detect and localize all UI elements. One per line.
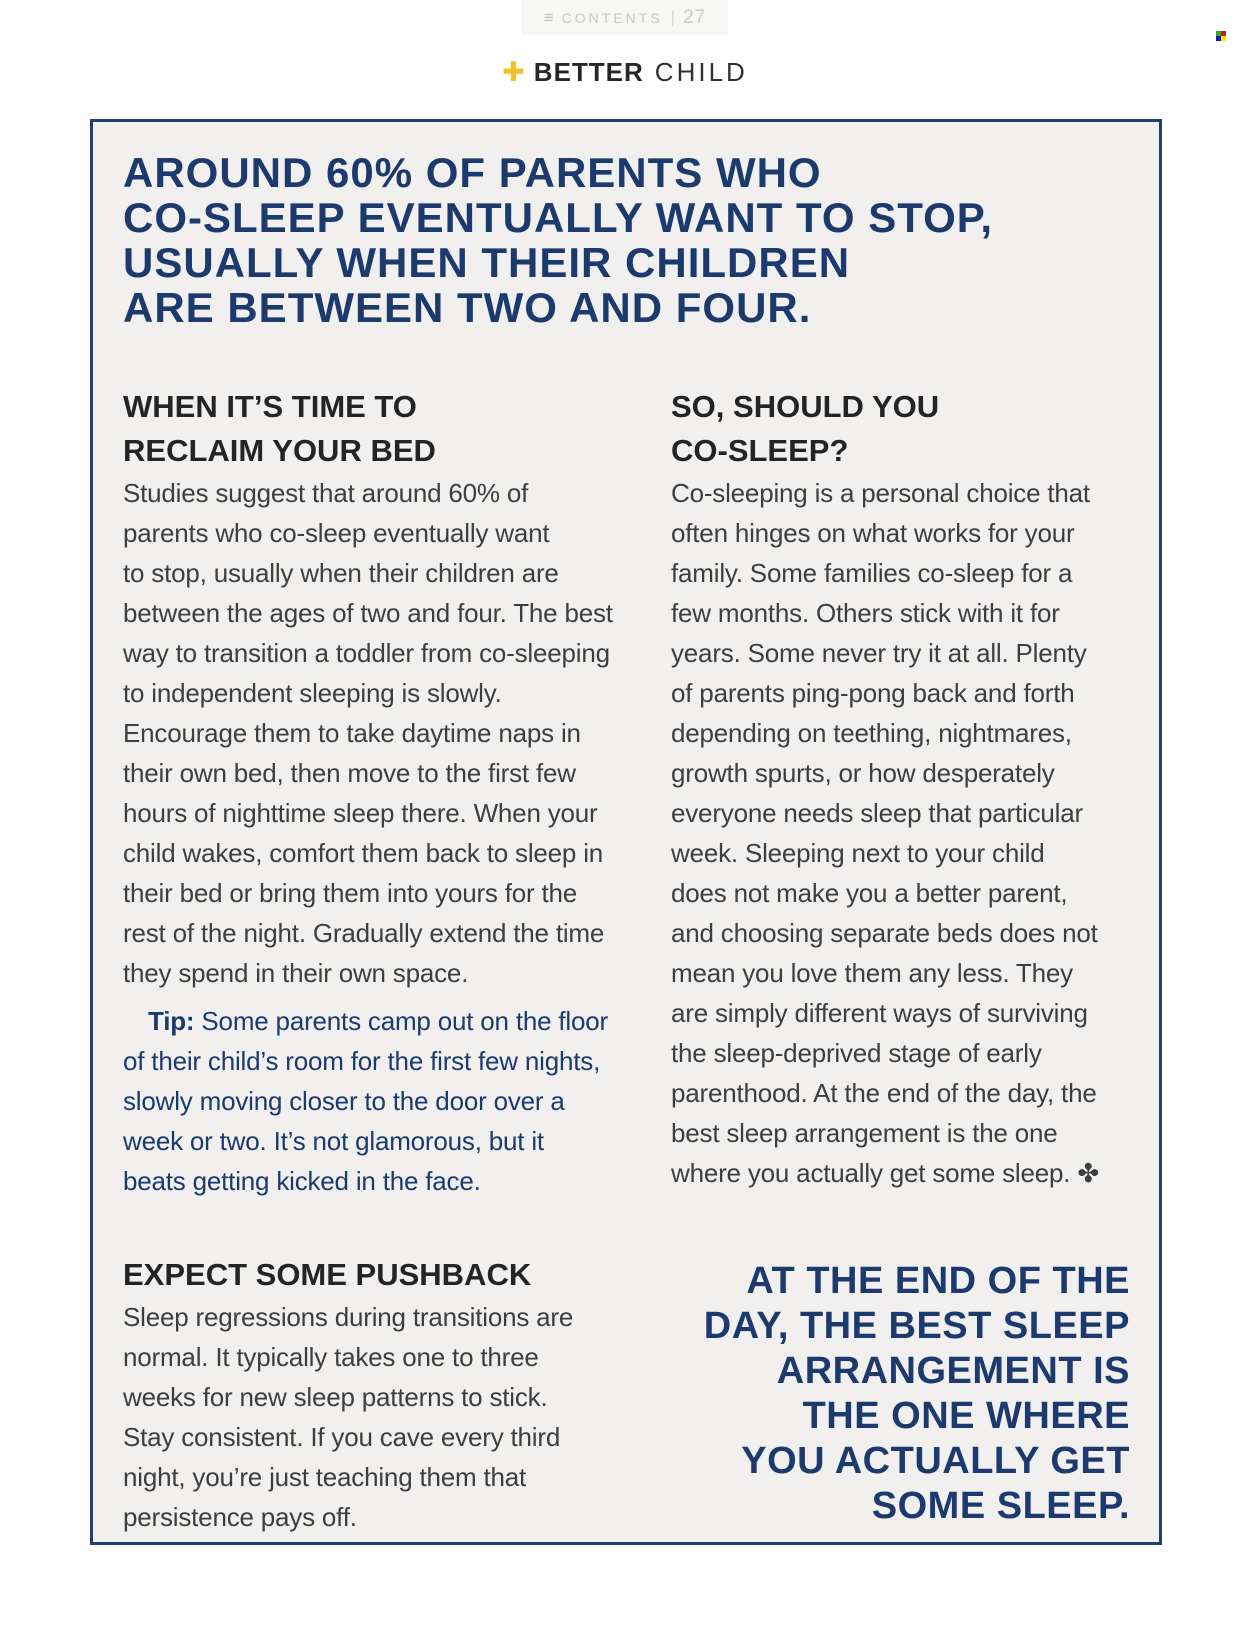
plus-icon: ✚ — [502, 57, 525, 87]
text-line: rest of the night. Gradually extend the time — [123, 918, 605, 948]
text-line: ARRANGEMENT IS — [776, 1350, 1130, 1392]
text-line: best sleep arrangement is the one — [671, 1118, 1058, 1148]
text-line: RECLAIM YOUR BED — [123, 433, 436, 468]
text-line: their own bed, then move to the first few — [123, 758, 576, 788]
contents-bar[interactable] — [522, 0, 728, 35]
text-line: are simply different ways of surviving — [671, 998, 1088, 1028]
text-line: everyone needs sleep that particular — [671, 798, 1083, 828]
tip-first-line-text: Some parents camp out on the floor — [194, 1006, 608, 1036]
text-line: and choosing separate beds does not — [671, 918, 1098, 948]
text-line: years. Some never try it at all. Plenty — [671, 638, 1087, 668]
tip-lines — [123, 1041, 668, 1201]
left-column — [123, 385, 668, 1537]
text-line: ARE BETWEEN TWO AND FOUR. — [123, 284, 812, 331]
text-line: of their child’s room for the first few nights, — [123, 1046, 601, 1076]
body-paragraph — [671, 473, 1161, 1193]
text-line: to independent sleeping is slowly. — [123, 678, 502, 708]
text-line: normal. It typically takes one to three — [123, 1342, 539, 1372]
text-line: slowly moving closer to the door over a — [123, 1086, 565, 1116]
text-line: WHEN IT’S TIME TO — [123, 389, 417, 424]
text-line: CO-SLEEP EVENTUALLY WANT TO STOP, — [123, 194, 994, 241]
brand-logo — [0, 57, 1250, 88]
text-line: of parents ping-pong back and forth — [671, 678, 1075, 708]
text-line: they spend in their own space. — [123, 958, 469, 988]
body-paragraph — [123, 1297, 668, 1537]
text-line: family. Some families co-sleep for a — [671, 558, 1073, 588]
text-line: to stop, usually when their children are — [123, 558, 559, 588]
text-line: their bed or bring them into yours for the — [123, 878, 578, 908]
text-line: hours of nighttime sleep there. When your — [123, 798, 598, 828]
text-line: between the ages of two and four. The best — [123, 598, 613, 628]
text-line: often hinges on what works for your — [671, 518, 1075, 548]
tip-first-line — [123, 1001, 668, 1041]
text-line: week. Sleeping next to your child — [671, 838, 1045, 868]
section-heading-should-you-cosleep — [671, 385, 1161, 473]
text-line: weeks for new sleep patterns to stick. — [123, 1382, 548, 1412]
contents-label: CONTENTS — [561, 9, 663, 26]
page-number: 27 — [683, 6, 707, 28]
text-line: AT THE END OF THE — [746, 1260, 1130, 1302]
right-column — [671, 385, 1161, 1193]
text-line: AROUND 60% OF PARENTS WHO — [123, 149, 822, 196]
color-grid-icon — [1216, 31, 1226, 41]
brand-name-bold: BETTER — [533, 57, 644, 87]
text-line: growth spurts, or how desperately — [671, 758, 1055, 788]
text-line: THE ONE WHERE — [802, 1395, 1130, 1437]
tip-label: Tip: — [148, 1006, 195, 1036]
text-line: few months. Others stick with it for — [671, 598, 1060, 628]
text-line: Sleep regressions during transitions are — [123, 1302, 574, 1332]
text-line: persistence pays off. — [123, 1502, 357, 1532]
text-line: depending on teething, nightmares, — [671, 718, 1072, 748]
text-line: DAY, THE BEST SLEEP — [703, 1305, 1130, 1347]
article-headline — [123, 150, 993, 330]
text-line: where you actually get some sleep. ✤ — [671, 1158, 1099, 1188]
text-line: way to transition a toddler from co-sleeping — [123, 638, 610, 668]
text-line: CO-SLEEP? — [671, 433, 849, 468]
text-line: Encourage them to take daytime naps in — [123, 718, 581, 748]
bar-divider: | — [670, 7, 676, 27]
text-line: YOU ACTUALLY GET — [741, 1440, 1130, 1482]
text-line: mean you love them any less. They — [671, 958, 1073, 988]
text-line: SOME SLEEP. — [871, 1485, 1130, 1527]
section-heading-pushback: EXPECT SOME PUSHBACK — [123, 1257, 532, 1292]
text-line: parenthood. At the end of the day, the — [671, 1078, 1097, 1108]
text-line: Stay consistent. If you cave every third — [123, 1422, 561, 1452]
text-line: week or two. It’s not glamorous, but it — [123, 1126, 544, 1156]
text-line: beats getting kicked in the face. — [123, 1166, 481, 1196]
grid-cell-yellow — [1221, 36, 1226, 41]
text-line: night, you’re just teaching them that — [123, 1462, 527, 1492]
text-line: Studies suggest that around 60% of — [123, 478, 529, 508]
pull-quote — [704, 1259, 1130, 1529]
text-line: does not make you a better parent, — [671, 878, 1068, 908]
article-frame — [90, 119, 1162, 1545]
tip-paragraph — [123, 1001, 668, 1201]
text-line: Co-sleeping is a personal choice that — [671, 478, 1090, 508]
text-line: the sleep-deprived stage of early — [671, 1038, 1042, 1068]
text-line: child wakes, comfort them back to sleep in — [123, 838, 604, 868]
text-line: USUALLY WHEN THEIR CHILDREN — [123, 239, 851, 286]
menu-icon[interactable]: ≡ — [543, 8, 554, 27]
body-paragraph — [123, 473, 668, 993]
text-line: parents who co-sleep eventually want — [123, 518, 550, 548]
section-heading-reclaim-bed — [123, 385, 668, 473]
text-line: SO, SHOULD YOU — [671, 389, 940, 424]
brand-name-light: CHILD — [654, 57, 748, 87]
